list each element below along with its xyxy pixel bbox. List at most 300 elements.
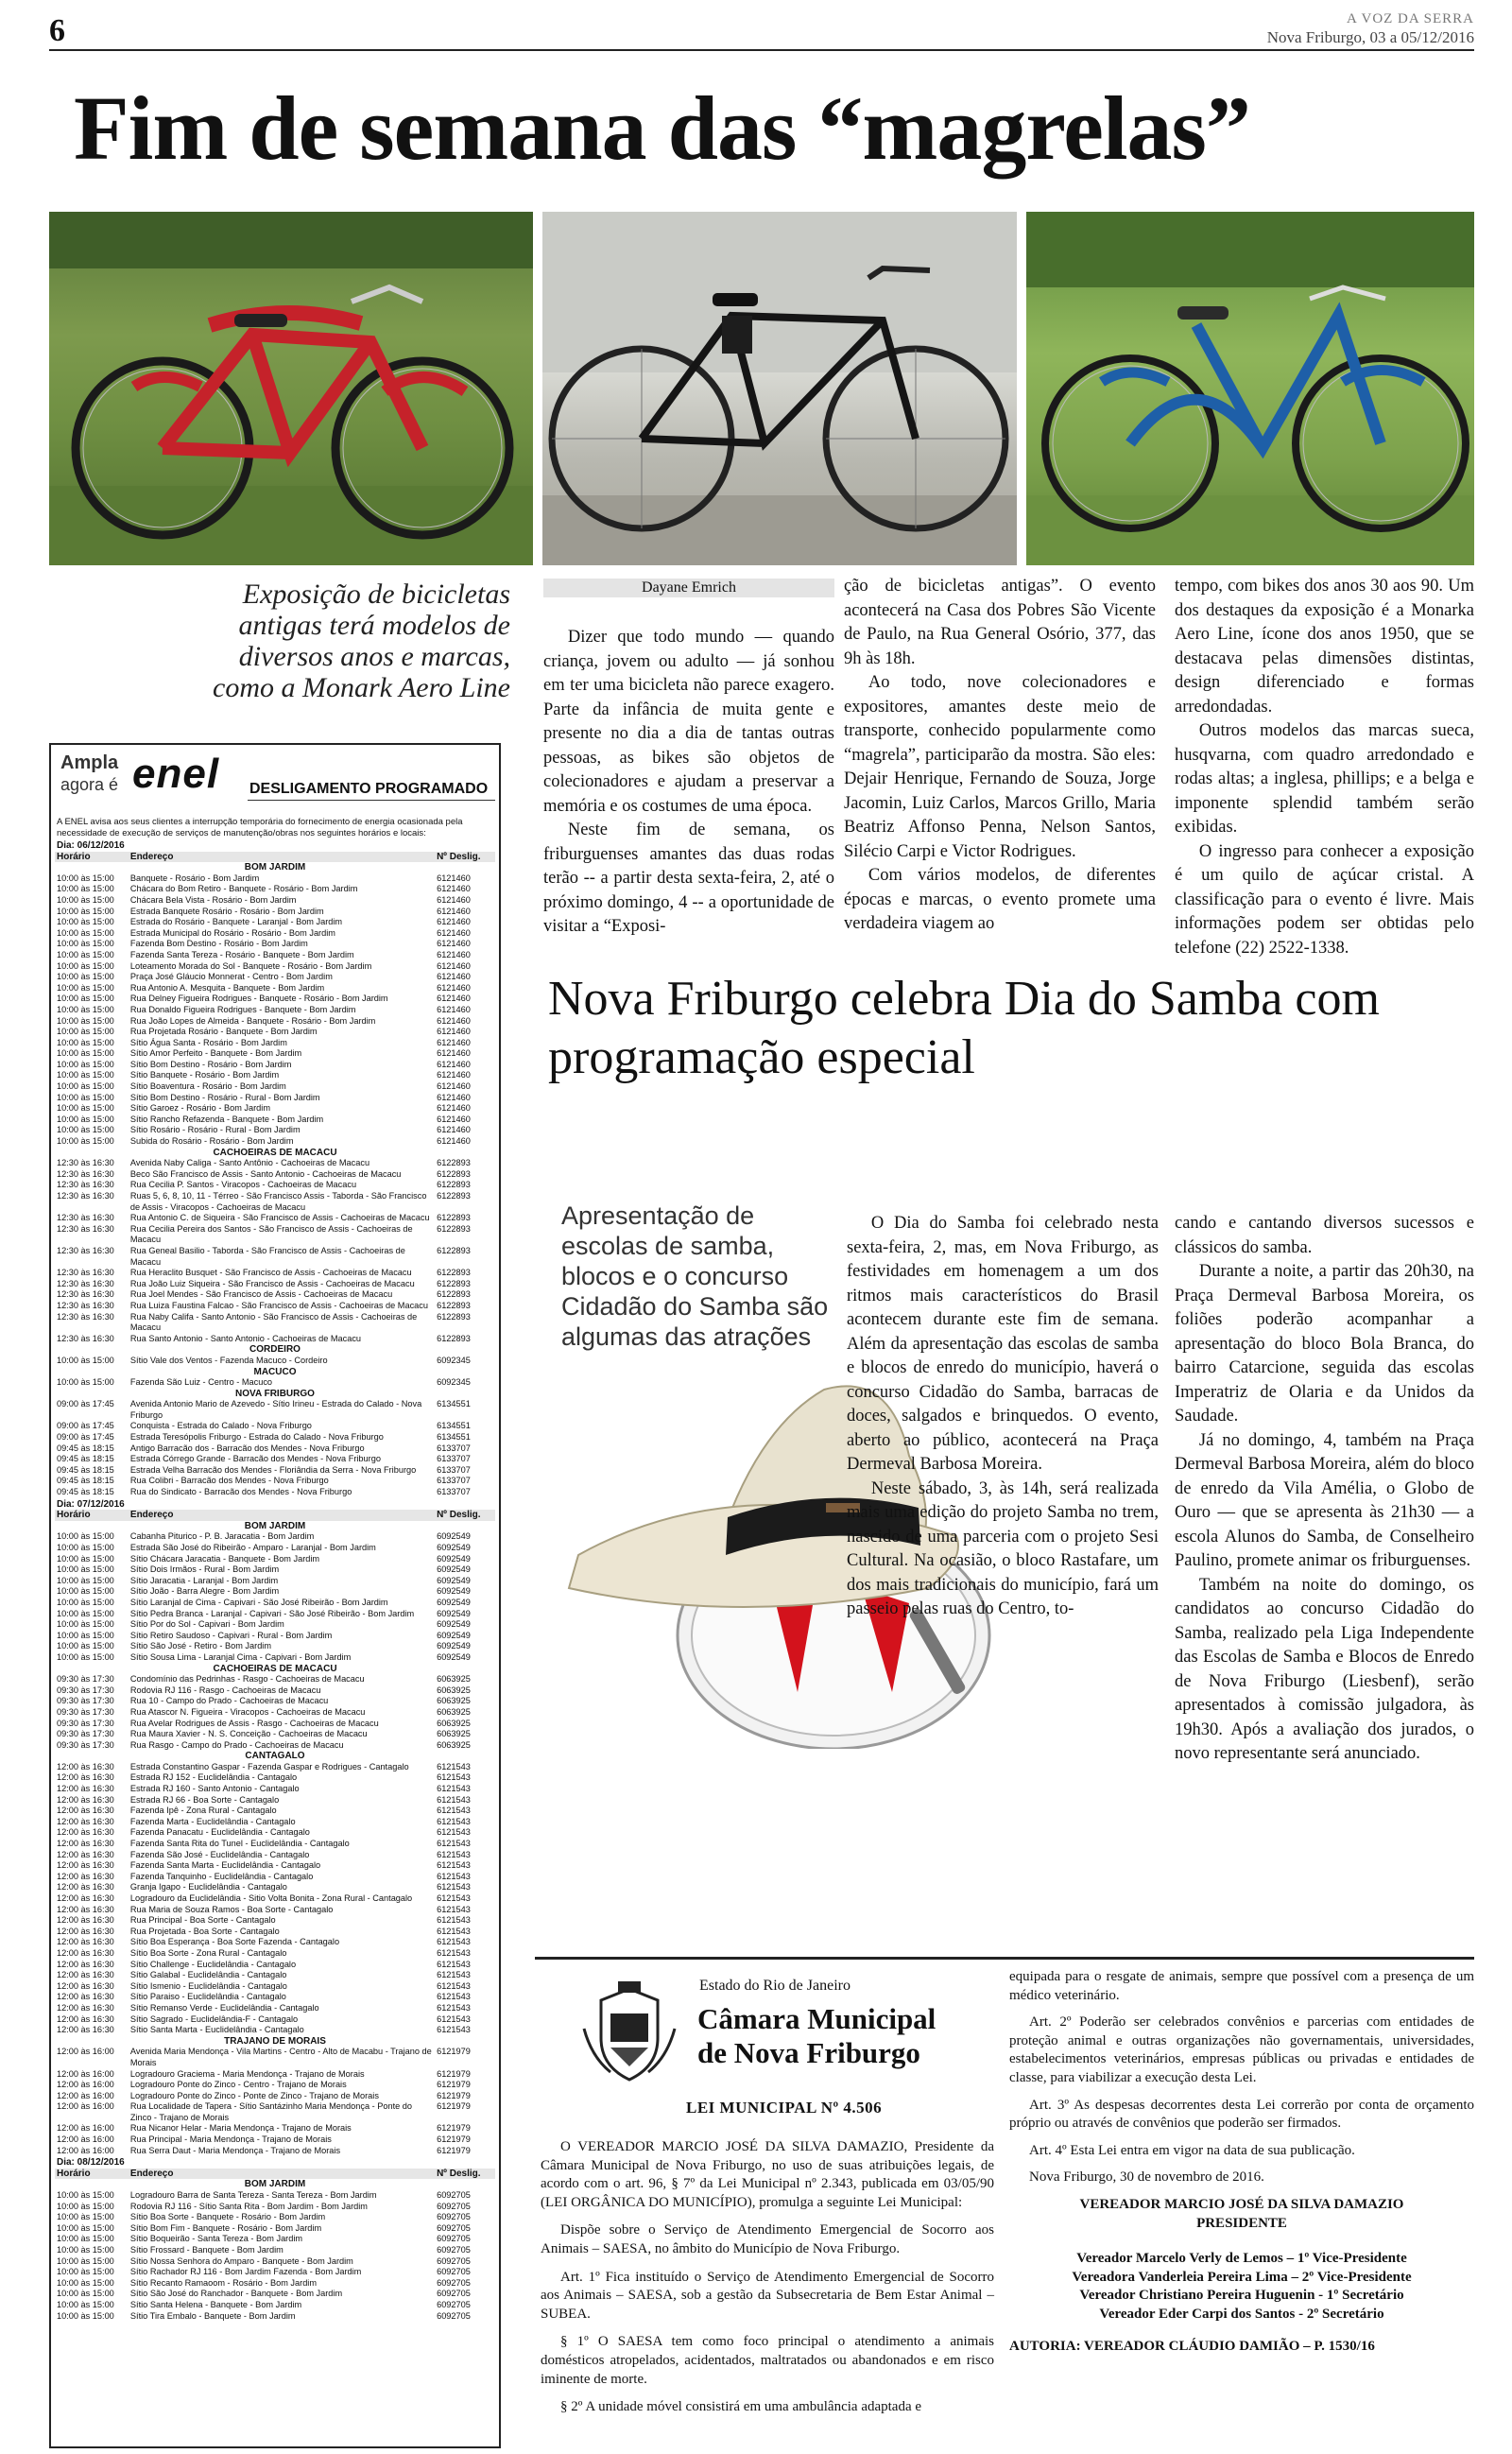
schedule-region-row: [55, 2179, 495, 2190]
schedule-row: [55, 1905, 495, 1916]
schedule-region-row: [55, 1521, 495, 1532]
schedule-address: Rua Heraclito Busquet - São Francisco de Assis - Cachoeiras de Macacu: [129, 1268, 412, 1278]
schedule-time: 12:00 às 16:00: [57, 2090, 114, 2100]
schedule-address: Rua Maria de Souza Ramos - Boa Sorte - Cantagalo: [129, 1904, 334, 1914]
schedule-row: [55, 2267, 495, 2278]
schedule-row: [55, 1191, 495, 1213]
schedule-number: 6092705: [437, 2245, 471, 2255]
samba-paragraph: Durante a noite, a partir das 20h30, na Praça Dermeval Barbosa Moreira, os foliões poderão acompanhar a apresentação do bloco Bola Branca, do bairro Catarcione, seguida das escolas Imperatriz de Olaria e da Unidos da Saudade.: [1175, 1262, 1474, 1426]
schedule-region: BOM JARDIM: [244, 862, 306, 873]
schedule-address: Antigo Barracão dos - Barracão dos Mendes - Nova Friburgo: [129, 1443, 365, 1453]
schedule-time: 10:00 às 15:00: [57, 1114, 114, 1124]
samba-paragraph: Neste sábado, 3, às 14h, será realizada mais uma edição do projeto Samba no trem, nascido de uma parceria com o projeto Sesi Cultural. Na ocasião, o bloco Rastafare, um dos mais tradicionais do município, fará um passeio pelas ruas do Centro, to-: [847, 1478, 1159, 1618]
lei-date: Nova Friburgo, 30 de novembro de 2016.: [1029, 2169, 1264, 2186]
schedule-time: 10:00 às 15:00: [57, 2190, 114, 2201]
schedule-time: 10:00 às 15:00: [57, 2277, 114, 2288]
schedule-time: 12:00 às 16:30: [57, 1860, 114, 1871]
schedule-number: 6121543: [437, 2013, 471, 2024]
schedule-row: [55, 1839, 495, 1850]
schedule-time: 10:00 às 15:00: [57, 1092, 114, 1102]
schedule-number: 6092549: [437, 1586, 471, 1597]
lei-paragraph: Art. 3º As despesas decorrentes desta Lei correrão por conta de orçamento próprio ou através de convênios que poderão ser firmados.: [1009, 2097, 1474, 2132]
schedule-time: 10:00 às 15:00: [57, 1597, 114, 1607]
schedule-time: 10:00 às 15:00: [57, 982, 114, 993]
schedule-address: Sítio Boa Sorte - Zona Rural - Cantagalo: [129, 1947, 287, 1958]
schedule-time: 10:00 às 15:00: [57, 994, 114, 1004]
schedule-number: 6121460: [437, 927, 471, 938]
schedule-number: 6092345: [437, 1355, 471, 1365]
schedule-region: CACHOEIRAS DE MACACU: [213, 1147, 337, 1158]
schedule-number: 6121979: [437, 2123, 471, 2134]
schedule-time: 12:30 às 16:30: [57, 1289, 114, 1300]
schedule-time: 12:00 às 16:00: [57, 2123, 114, 2134]
schedule-number: 6121543: [437, 1816, 471, 1826]
schedule-time: 10:00 às 15:00: [57, 1015, 114, 1026]
schedule-time: 12:00 às 16:30: [57, 1794, 114, 1805]
schedule-row: [55, 961, 495, 973]
schedule-address: Sítio Galabal - Euclidelândia - Cantagalo: [129, 1970, 287, 1980]
schedule-address: Estrada RJ 152 - Euclidelândia - Cantagalo: [129, 1772, 298, 1783]
schedule-row: [55, 1180, 495, 1191]
schedule-number: 6121979: [437, 2068, 471, 2079]
schedule-region-row: [55, 1148, 495, 1159]
schedule-time: 09:30 às 17:30: [57, 1718, 114, 1728]
schedule-number: 6121460: [437, 960, 471, 971]
schedule-row: [55, 928, 495, 940]
schedule-row: [55, 1334, 495, 1345]
schedule-time: 12:00 às 16:00: [57, 2101, 114, 2112]
schedule-number: 6133707: [437, 1454, 471, 1464]
schedule-time: 12:30 às 16:30: [57, 1223, 114, 1234]
schedule-row: [55, 1927, 495, 1938]
schedule-address: Sítio Rosário - Rosário - Rural - Bom Jardim: [129, 1125, 301, 1135]
schedule-row: [55, 1279, 495, 1290]
camara-estado: Estado do Rio de Janeiro: [699, 1978, 850, 1994]
schedule-address: Sítio Boa Sorte - Banquete - Rosário - Bom Jardim: [129, 2212, 326, 2222]
main-headline: Fim de semana das “magrelas”: [74, 78, 1250, 179]
schedule-address: Rua Santo Antonio - Santo Antonio - Cachoeiras de Macacu: [129, 1333, 362, 1343]
schedule-time: 10:00 às 15:00: [57, 1575, 114, 1585]
schedule-row: [55, 1268, 495, 1279]
schedule-row: [55, 1740, 495, 1752]
schedule-address: Sítio João - Barra Alegre - Bom Jardim: [129, 1586, 280, 1597]
schedule-row: [55, 950, 495, 961]
schedule-address: Rua Delney Figueira Rodrigues - Banquete - Rosário - Bom Jardim: [129, 994, 388, 1004]
schedule-row: [55, 1960, 495, 1971]
schedule-time: 10:00 às 15:00: [57, 2310, 114, 2321]
schedule-address: Rua Colibri - Barracão dos Mendes - Nova Friburgo: [129, 1476, 329, 1486]
schedule-time: 09:30 às 17:30: [57, 1729, 114, 1739]
samba-paragraph: Já no domingo, 4, também na Praça Dermeval Barbosa Moreira, além do bloco de enredo da Vila Amélia, o Globo de Ouro — que se apresenta às 21h30 — a escola Alunos do Samba, de Conselheiro Paulino, promete animar os friburguenses.: [1175, 1430, 1474, 1570]
schedule-address: Cabanha Piturico - P. B. Jaracatia - Bom Jardim: [129, 1531, 315, 1542]
schedule-number: 6092705: [437, 2190, 471, 2201]
schedule-region-row: [55, 1389, 495, 1400]
schedule-address: Sítio Bom Destino - Rosário - Bom Jardim: [129, 1059, 292, 1069]
schedule-number: 6121460: [437, 1114, 471, 1124]
schedule-time: 10:00 às 15:00: [57, 906, 114, 916]
enel-schedule-table: [55, 839, 495, 2322]
schedule-day: Dia: 08/12/2016: [57, 2157, 125, 2169]
schedule-number: 6092705: [437, 2234, 471, 2244]
schedule-row: [55, 1827, 495, 1839]
schedule-address: Logradouro da Euclidelândia - Sitio Volta Bonita - Zona Rural - Cantagalo: [129, 1893, 413, 1903]
schedule-row: [55, 1981, 495, 1993]
schedule-number: 6134551: [437, 1432, 471, 1443]
schedule-address: Sítio Paraiso - Euclidelândia - Cantagalo: [129, 1992, 286, 2002]
schedule-number: 6092345: [437, 1377, 471, 1388]
schedule-address: Rua Principal - Maria Mendonça - Trajano de Morais: [129, 2134, 332, 2145]
schedule-time: 10:00 às 15:00: [57, 1531, 114, 1542]
schedule-time: 09:30 às 17:30: [57, 1696, 114, 1706]
lei-paragraph: Art. 2º Poderão ser celebrados convênios e parcerias com entidades de proteção animal e outras organizações não governamentais, universidades, estabelecimentos veterinários, empresas públicas ou privadas e entidades de classe, para viabilizar a execução desta Lei.: [1009, 2014, 1474, 2085]
schedule-number: 6092549: [437, 1543, 471, 1552]
schedule-row: [55, 972, 495, 983]
schedule-row: [55, 917, 495, 928]
schedule-number: 6121460: [437, 1015, 471, 1026]
vereador-line: Vereadora Vanderleia Pereira Lima – 2º Vice-Presidente: [1072, 2269, 1412, 2285]
schedule-number: 6121543: [437, 1980, 471, 1991]
schedule-number: 6122893: [437, 1223, 471, 1234]
schedule-time: 10:00 às 15:00: [57, 2267, 114, 2277]
article1-paragraph: tempo, com bikes dos anos 30 aos 90. Um dos destaques da exposição é a Monarka Aero Line, ícone dos anos 1950, que se destacava pelas dimensões distintas, design diferenciado e formas arredondadas.: [1175, 577, 1474, 717]
schedule-address: Avenida Maria Mendonça - Vila Martins - Centro - Alto de Macabu - Trajano de Morais: [129, 2047, 432, 2067]
schedule-row: [55, 1060, 495, 1071]
schedule-address: Fazenda Santa Tereza - Rosário - Banquete - Bom Jardim: [129, 949, 354, 959]
lei-paragraph: Dispõe sobre o Serviço de Atendimento Emergencial de Socorro aos Animais – SAESA, no âmbito do Município de Nova Friburgo.: [541, 2222, 994, 2256]
schedule-time: 12:00 às 16:30: [57, 1904, 114, 1914]
schedule-row: [55, 1872, 495, 1883]
schedule-time: 12:00 às 16:30: [57, 1915, 114, 1926]
schedule-address: Sítio Boqueirão - Santa Tereza - Bom Jardim: [129, 2234, 303, 2244]
column-horario: Horário: [55, 1510, 129, 1521]
schedule-time: 10:00 às 15:00: [57, 894, 114, 905]
schedule-day: Dia: 07/12/2016: [57, 1498, 125, 1510]
lei-paragraph: equipada para o resgate de animais, sempre que possível com a presença de um médico veterinário.: [1009, 1969, 1474, 2003]
schedule-address: Condomínio das Pedrinhas - Rasgo - Cachoeiras de Macacu: [129, 1674, 365, 1685]
photo-caption: Exposição de bicicletas antigas terá modelos de diversos anos e marcas, como a Monark Aero Line: [213, 579, 510, 703]
schedule-address: Sítio Jaracatia - Laranjal - Bom Jardim: [129, 1575, 279, 1585]
schedule-address: Fazenda Bom Destino - Rosário - Bom Jardim: [129, 939, 308, 949]
schedule-address: Sítio São José - Retiro - Bom Jardim: [129, 1641, 271, 1651]
schedule-number: 6121543: [437, 1871, 471, 1881]
schedule-address: Granja Igapo - Euclidelândia - Cantagalo: [129, 1882, 287, 1892]
schedule-row: [55, 2256, 495, 2268]
schedule-time: 10:00 às 15:00: [57, 1619, 114, 1630]
schedule-number: 6121543: [437, 2002, 471, 2013]
schedule-row: [55, 1992, 495, 2003]
schedule-number: 6121460: [437, 917, 471, 927]
column-numero: Nº Deslig.: [435, 2169, 495, 2180]
schedule-address: Rodovia RJ 116 - Sítio Santa Rita - Bom Jardim - Bom Jardim: [129, 2201, 368, 2211]
schedule-number: 6092549: [437, 1641, 471, 1651]
schedule-number: 6121460: [437, 939, 471, 949]
schedule-number: 6121460: [437, 1125, 471, 1135]
schedule-time: 12:00 às 16:30: [57, 1882, 114, 1892]
schedule-address: Estrada Municipal do Rosário - Rosário - Bom Jardim: [129, 927, 335, 938]
schedule-row: [55, 1564, 495, 1576]
schedule-row: [55, 1685, 495, 1697]
schedule-time: 10:00 às 15:00: [57, 1103, 114, 1114]
schedule-number: 6063925: [437, 1696, 471, 1706]
camara-notice-left: [535, 1968, 994, 2441]
schedule-row: [55, 1213, 495, 1224]
schedule-row: [55, 1806, 495, 1817]
schedule-address: Subida do Rosário - Rosário - Bom Jardim: [129, 1136, 294, 1147]
schedule-time: 10:00 às 15:00: [57, 2222, 114, 2233]
lei-number: LEI MUNICIPAL Nº 4.506: [686, 2099, 883, 2117]
schedule-row: [55, 1081, 495, 1093]
schedule-region: MACUCO: [253, 1366, 297, 1377]
schedule-address: Sítio Ismenio - Euclidelândia - Cantagalo: [129, 1980, 287, 1991]
schedule-address: Conquista - Estrada do Calado - Nova Friburgo: [129, 1421, 312, 1431]
schedule-address: Sítio Pedra Branca - Laranjal - Capivari - São José Ribeirão - Bom Jardim: [129, 1608, 415, 1618]
schedule-address: Rua Donaldo Figueira Rodrigues - Banquete - Bom Jardim: [129, 1004, 356, 1014]
schedule-time: 12:30 às 16:30: [57, 1333, 114, 1343]
schedule-row: [55, 1719, 495, 1730]
schedule-time: 10:00 às 15:00: [57, 939, 114, 949]
schedule-number: 6121460: [437, 884, 471, 894]
column-horario: Horário: [55, 2169, 129, 2180]
enel-brand-sub: agora é: [60, 775, 119, 794]
schedule-address: Estrada São José do Ribeirão - Amparo - Laranjal - Bom Jardim: [129, 1543, 376, 1552]
schedule-row: [55, 1619, 495, 1631]
schedule-time: 12:00 às 16:30: [57, 1816, 114, 1826]
schedule-time: 12:00 às 16:30: [57, 2002, 114, 2013]
schedule-row: [55, 1674, 495, 1685]
schedule-number: 6092549: [437, 1553, 471, 1564]
schedule-address: Sítio Boaventura - Rosário - Bom Jardim: [129, 1081, 286, 1092]
schedule-address: Rua Avelar Rodrigues de Assis - Rasgo - Cachoeiras de Macacu: [129, 1718, 379, 1728]
schedule-number: 6122893: [437, 1191, 471, 1201]
camara-title: [697, 2002, 936, 2070]
schedule-time: 10:00 às 15:00: [57, 1630, 114, 1640]
lei-autoria: AUTORIA: VEREADOR CLÁUDIO DAMIÃO – P. 1530/16: [1009, 2338, 1375, 2354]
schedule-address: Sítio Tira Embalo - Banquete - Bom Jardim: [129, 2310, 296, 2321]
enel-brand: Ampla: [60, 752, 119, 773]
schedule-row: [55, 2245, 495, 2256]
schedule-number: 6121979: [437, 2090, 471, 2100]
schedule-time: 12:30 às 16:30: [57, 1278, 114, 1288]
schedule-address: Fazenda Panacatu - Euclidelândia - Cantagalo: [129, 1827, 310, 1838]
schedule-time: 10:00 às 15:00: [57, 1543, 114, 1552]
schedule-row: [55, 1048, 495, 1060]
schedule-row: [55, 1038, 495, 1049]
schedule-number: 6092549: [437, 1575, 471, 1585]
enel-header: [51, 745, 499, 807]
schedule-address: Rua Luiza Faustina Falcao - São Francisco de Assis - Cachoeiras de Macacu: [129, 1300, 428, 1310]
schedule-time: 12:30 às 16:30: [57, 1268, 114, 1278]
schedule-row: [55, 1093, 495, 1104]
schedule-number: 6121460: [437, 1070, 471, 1080]
schedule-address: Rua Joel Mendes - São Francisco de Assis - Cachoeiras de Macacu: [129, 1289, 393, 1300]
schedule-day: Dia: 06/12/2016: [57, 840, 125, 851]
schedule-time: 10:00 às 15:00: [57, 873, 114, 883]
schedule-time: 12:00 às 16:30: [57, 1772, 114, 1783]
schedule-number: 6121543: [437, 1794, 471, 1805]
schedule-region-row: [55, 2036, 495, 2048]
schedule-row: [55, 1937, 495, 1948]
enel-title: DESLIGAMENTO PROGRAMADO: [249, 781, 489, 797]
schedule-number: 6121979: [437, 2101, 471, 2112]
schedule-number: 6133707: [437, 1487, 471, 1497]
schedule-row: [55, 2101, 495, 2123]
schedule-number: 6063925: [437, 1685, 471, 1695]
schedule-address: Estrada do Rosário - Banquete - Laranjal - Bom Jardim: [129, 917, 343, 927]
coat-of-arms-icon: [582, 1981, 677, 2085]
schedule-row: [55, 1125, 495, 1136]
schedule-address: Rua Geneal Basilio - Taborda - São Francisco de Assis - Cachoeiras de Macacu: [129, 1245, 405, 1267]
schedule-number: 6121460: [437, 1092, 471, 1102]
schedule-address: Rua Cecilia P. Santos - Viracopos - Cachoeiras de Macacu: [129, 1180, 357, 1190]
schedule-time: 12:00 às 16:30: [57, 1784, 114, 1794]
schedule-address: Rua Principal - Boa Sorte - Cantagalo: [129, 1915, 276, 1926]
schedule-time: 10:00 às 15:00: [57, 1081, 114, 1092]
schedule-row: [55, 907, 495, 918]
schedule-time: 10:00 às 15:00: [57, 1553, 114, 1564]
schedule-row: [55, 1224, 495, 1246]
schedule-row: [55, 1027, 495, 1038]
schedule-address: Sítio Recanto Ramaoom - Rosário - Bom Jardim: [129, 2277, 317, 2288]
schedule-region: TRAJANO DE MORAIS: [224, 2035, 326, 2047]
schedule-row: [55, 1631, 495, 1642]
schedule-time: 10:00 às 15:00: [57, 1004, 114, 1014]
schedule-row: [55, 2069, 495, 2081]
schedule-row: [55, 1487, 495, 1498]
schedule-time: 10:00 às 15:00: [57, 917, 114, 927]
schedule-row: [55, 2278, 495, 2290]
schedule-row: [55, 895, 495, 907]
schedule-number: 6121460: [437, 873, 471, 883]
schedule-row: [55, 1289, 495, 1301]
schedule-number: 6121460: [437, 1136, 471, 1147]
schedule-time: 12:00 às 16:00: [57, 2080, 114, 2090]
schedule-row: [55, 1948, 495, 1960]
schedule-number: 6092705: [437, 2299, 471, 2309]
schedule-number: 6133707: [437, 1476, 471, 1486]
schedule-row: [55, 2014, 495, 2026]
schedule-time: 10:00 às 15:00: [57, 927, 114, 938]
schedule-time: 12:30 às 16:30: [57, 1180, 114, 1190]
schedule-number: 6121543: [437, 1882, 471, 1892]
schedule-time: 12:00 às 16:30: [57, 1959, 114, 1969]
samba-column-2: [1175, 1212, 1474, 1767]
schedule-address: Sítio Challenge - Euclidelândia - Cantagalo: [129, 1959, 297, 1969]
schedule-address: Avenida Antonio Mario de Azevedo - Sítio Irineu - Estrada do Calado - Nova Friburgo: [129, 1399, 422, 1420]
schedule-row: [55, 2025, 495, 2036]
schedule-number: 6092705: [437, 2277, 471, 2288]
schedule-number: 6134551: [437, 1421, 471, 1431]
schedule-time: 10:00 às 15:00: [57, 2255, 114, 2266]
schedule-region: BOM JARDIM: [244, 1520, 306, 1531]
schedule-row: [55, 1850, 495, 1861]
schedule-address: Sítio Água Santa - Rosário - Bom Jardim: [129, 1037, 287, 1047]
schedule-number: 6092549: [437, 1630, 471, 1640]
schedule-number: 6122893: [437, 1180, 471, 1190]
schedule-day-row: [55, 1498, 495, 1511]
schedule-row: [55, 1893, 495, 1905]
lei-paragraph: O VEREADOR MARCIO JOSÉ DA SILVA DAMAZIO, Presidente da Câmara Municipal de Nova Friburgo, no uso de suas atribuições legais, de acordo com o art. 96, § 7º da Lei Municipal nº 2.343, publicada em 03/05/90 (LEI ORGÂNICA DO MUNICÍPIO), promulga a seguinte Lei Municipal:: [541, 2139, 994, 2210]
masthead-date: Nova Friburgo, 03 a 05/12/2016: [1266, 28, 1474, 46]
schedule-time: 10:00 às 15:00: [57, 1048, 114, 1059]
schedule-address: Rua Projetada - Boa Sorte - Cantagalo: [129, 1926, 280, 1936]
enel-intro: A ENEL avisa aos seus clientes a interrupção temporária do fornecimento de energia ocasionada pela necessidade de execução de serviços de manutenção/obras nos seguintes horários e locais:: [57, 817, 463, 838]
schedule-number: 6122893: [437, 1168, 471, 1179]
schedule-number: 6121543: [437, 1947, 471, 1958]
schedule-number: 6121979: [437, 2134, 471, 2145]
byline: Dayane Emrich: [543, 579, 834, 597]
schedule-time: 10:00 às 15:00: [57, 1377, 114, 1388]
schedule-region: CACHOEIRAS DE MACACU: [213, 1663, 337, 1674]
schedule-number: 6121460: [437, 1037, 471, 1047]
schedule-time: 09:45 às 18:15: [57, 1464, 114, 1475]
schedule-number: 6122893: [437, 1278, 471, 1288]
schedule-time: 10:00 às 15:00: [57, 1608, 114, 1618]
schedule-region: CANTAGALO: [245, 1751, 305, 1762]
schedule-number: 6121543: [437, 1926, 471, 1936]
schedule-number: 6121460: [437, 982, 471, 993]
schedule-number: 6092549: [437, 1597, 471, 1607]
schedule-time: 12:00 às 16:30: [57, 1926, 114, 1936]
article1-paragraph: ção de bicicletas antigas”. O evento acontecerá na Casa dos Pobres São Vicente de Paulo, na Rua General Osório, 377, das 9h às 18h.: [844, 577, 1156, 668]
schedule-number: 6121543: [437, 1806, 471, 1816]
schedule-number: 6121460: [437, 906, 471, 916]
schedule-row: [55, 2003, 495, 2014]
schedule-address: Sítio Rancho Refazenda - Banquete - Bom Jardim: [129, 1114, 324, 1124]
schedule-number: 6121460: [437, 1059, 471, 1069]
camara-left-text: [541, 2138, 994, 2427]
schedule-address: Sítio Garoez - Rosário - Bom Jardim: [129, 1103, 270, 1114]
schedule-row: [55, 1817, 495, 1828]
schedule-address: Sítio Bom Destino - Rosário - Rural - Bom Jardim: [129, 1092, 320, 1102]
schedule-number: 6121979: [437, 2080, 471, 2090]
schedule-time: 12:00 às 16:00: [57, 2145, 114, 2155]
samba-paragraph: Também na noite do domingo, os candidatos ao concurso Cidadão do Samba, realizado pela Liga Independente das Escolas de Samba e Blocos de Enredo de Nova Friburgo (Liesbenf), serão apresentados à comissão julgadora, às 19h30. Após a avaliação dos jurados, o novo representante será anunciado.: [1175, 1575, 1474, 1763]
schedule-address: Sítio Rachador RJ 116 - Bom Jardim Fazenda - Bom Jardim: [129, 2267, 362, 2277]
schedule-address: Sítio Remanso Verde - Euclidelândia - Cantagalo: [129, 2002, 319, 2013]
schedule-row: [55, 1915, 495, 1927]
schedule-region-row: [55, 1751, 495, 1762]
schedule-time: 12:00 às 16:30: [57, 1849, 114, 1859]
schedule-number: 6121460: [437, 994, 471, 1004]
column-endereco: Endereço: [129, 852, 435, 863]
schedule-address: Rua Nicanor Helar - Maria Mendonça - Trajano de Morais: [129, 2123, 352, 2134]
schedule-row: [55, 1641, 495, 1652]
schedule-time: 10:00 às 15:00: [57, 2245, 114, 2255]
schedule-address: Estrada Constantino Gaspar - Fazenda Gaspar e Rodrigues - Cantagalo: [129, 1761, 409, 1771]
schedule-number: 6092705: [437, 2267, 471, 2277]
schedule-number: 6121543: [437, 1959, 471, 1969]
schedule-time: 12:00 às 16:30: [57, 1806, 114, 1816]
schedule-row: [55, 1652, 495, 1664]
schedule-time: 10:00 às 15:00: [57, 2289, 114, 2299]
schedule-row: [55, 2091, 495, 2102]
schedule-time: 10:00 às 15:00: [57, 1027, 114, 1037]
schedule-row: [55, 884, 495, 895]
schedule-row: [55, 2123, 495, 2134]
schedule-address: Sítio Laranjal de Cima - Capivari - São José Ribeirão - Bom Jardim: [129, 1597, 388, 1607]
schedule-row: [55, 1729, 495, 1740]
schedule-number: 6092549: [437, 1651, 471, 1662]
schedule-address: Estrada Banquete Rosário - Rosário - Bom Jardim: [129, 906, 324, 916]
schedule-time: 10:00 às 15:00: [57, 2234, 114, 2244]
schedule-number: 6121460: [437, 1004, 471, 1014]
schedule-number: 6121543: [437, 1761, 471, 1771]
schedule-time: 10:00 às 15:00: [57, 2212, 114, 2222]
schedule-time: 10:00 às 15:00: [57, 972, 114, 982]
schedule-number: 6063925: [437, 1739, 471, 1750]
schedule-address: Estrada RJ 66 - Boa Sorte - Cantagalo: [129, 1794, 280, 1805]
schedule-time: 12:30 às 16:30: [57, 1191, 114, 1201]
